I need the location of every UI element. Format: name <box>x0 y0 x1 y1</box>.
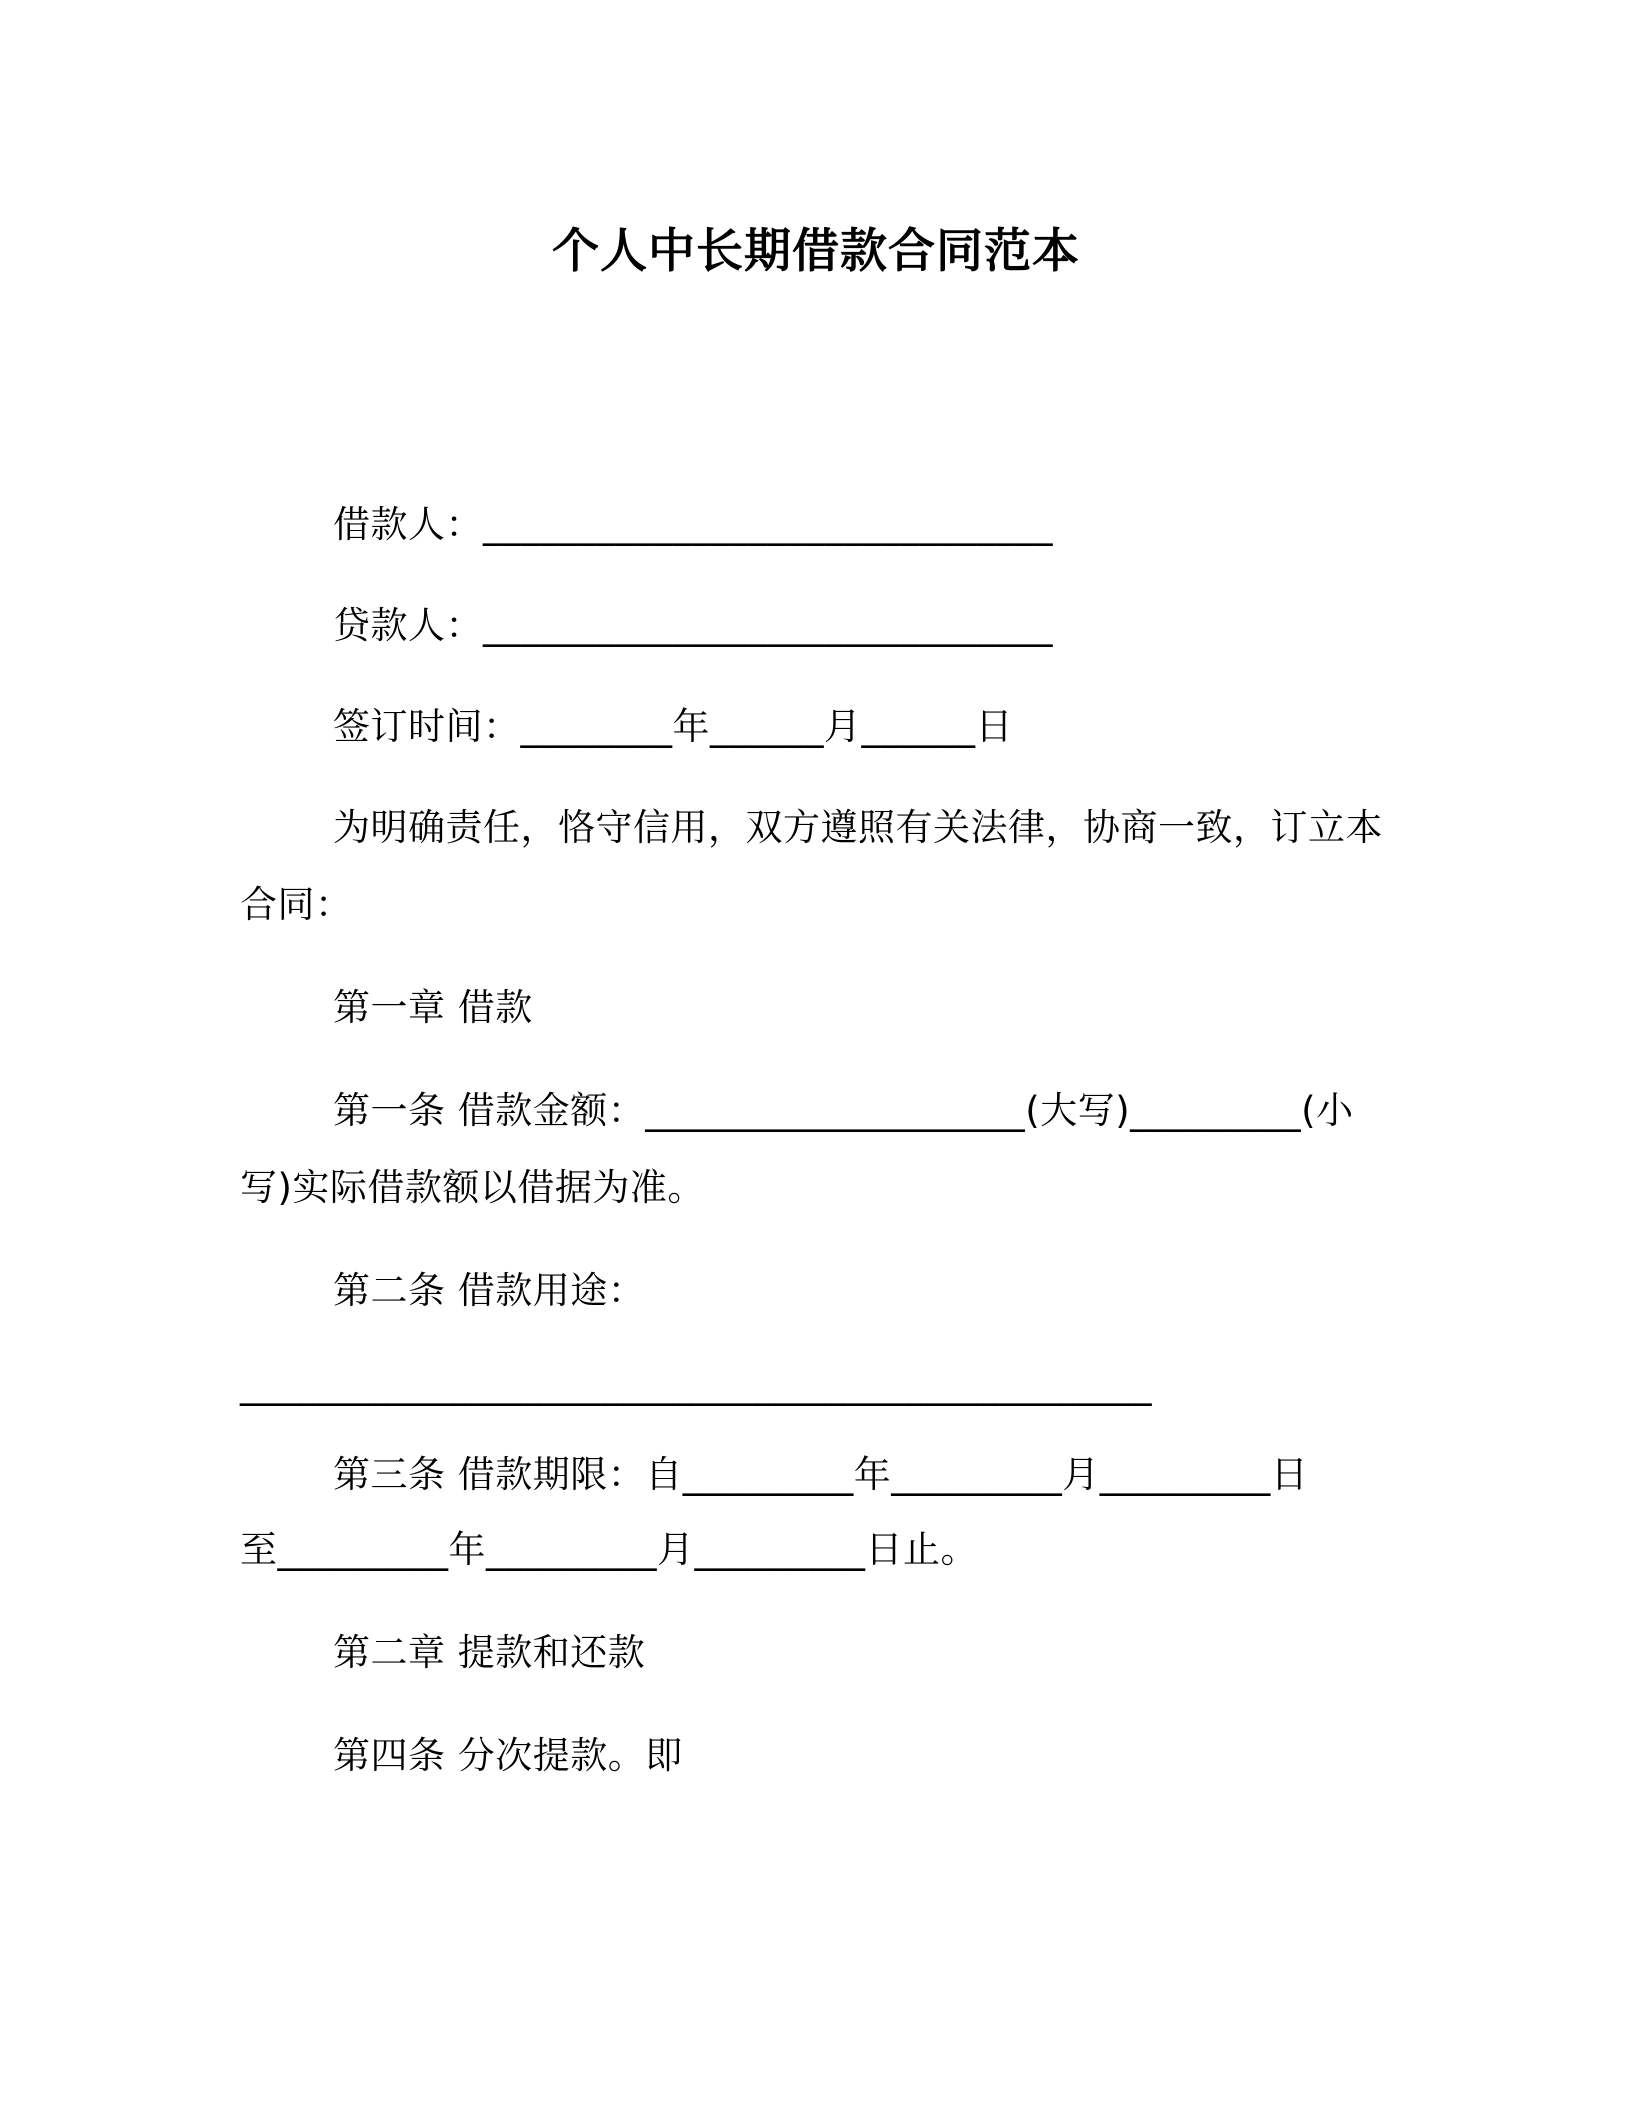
article-2-line: 第二条 借款用途： <box>333 1269 646 1312</box>
article-1-line-1: 第一条 借款金额：____________________(大写)_________(小 <box>333 1089 1354 1132</box>
preamble-line-2: 合同： <box>240 883 353 926</box>
article-1-line-2: 写)实际借款额以借据为准。 <box>240 1166 705 1209</box>
lender-line: 贷款人：______________________________ <box>333 604 1053 647</box>
article-3-line-1: 第三条 借款期限：自_________年_________月_________日 <box>333 1453 1309 1496</box>
preamble-line-1: 为明确责任，恪守信用，双方遵照有关法律，协商一致，订立本 <box>333 806 1383 849</box>
article-4-line: 第四条 分次提款。即 <box>333 1734 683 1777</box>
article-2-blank-line: ________________________________________________ <box>240 1363 1152 1406</box>
borrower-line: 借款人：______________________________ <box>333 503 1053 546</box>
chapter-1-heading: 第一章 借款 <box>333 986 533 1029</box>
document-title: 个人中长期借款合同范本 <box>552 224 1080 279</box>
article-3-line-2: 至_________年_________月_________日止。 <box>240 1528 978 1571</box>
signing-date-line: 签订时间：________年______月______日 <box>333 705 1013 748</box>
chapter-2-heading: 第二章 提款和还款 <box>333 1631 646 1674</box>
